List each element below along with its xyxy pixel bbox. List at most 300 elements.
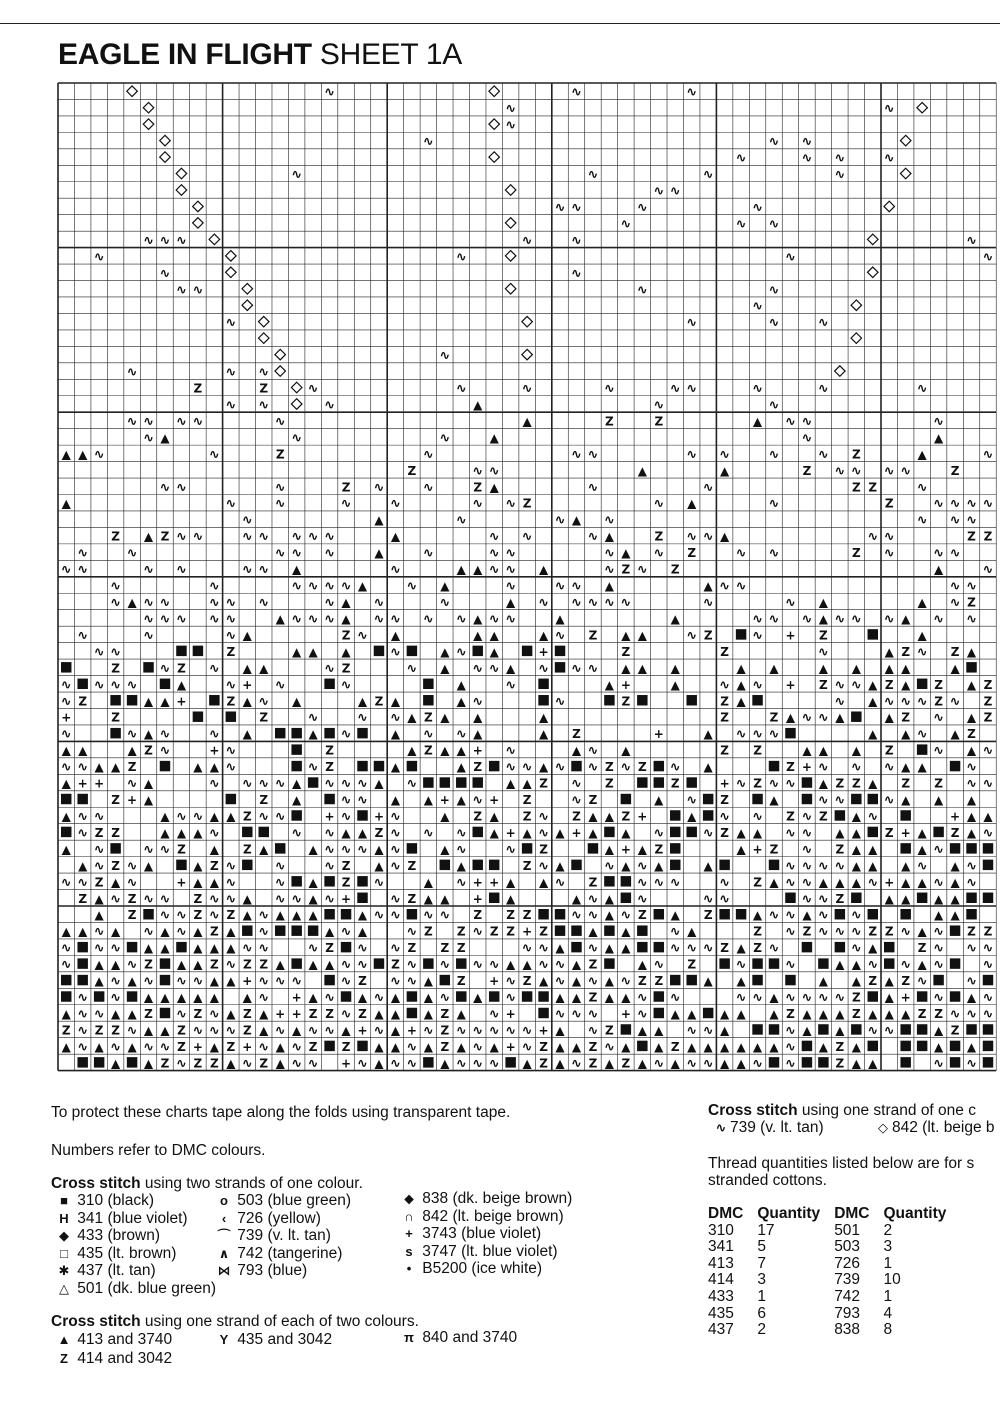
light-stitch-mark: ▲ [621, 924, 631, 939]
wave-stitch-mark: ∿ [274, 677, 286, 693]
light-stitch-mark: ▲ [538, 562, 549, 577]
wave-stitch-mark: ∿ [274, 546, 286, 562]
black-stitch-mark [374, 958, 384, 968]
wave-stitch-mark: ∿ [636, 1006, 648, 1022]
light-stitch-mark: ▲ [143, 727, 154, 742]
wave-stitch-mark: ∿ [521, 233, 533, 249]
black-stitch-mark [77, 975, 87, 985]
black-stitch-mark [77, 958, 87, 968]
wave-stitch-mark: ∿ [966, 776, 977, 792]
wave-stitch-mark: ∿ [702, 941, 714, 957]
wave-stitch-mark: ∿ [916, 694, 928, 710]
column-header: DMC [834, 1205, 870, 1222]
wave-stitch-mark: ∿ [933, 924, 945, 940]
black-stitch-mark [868, 629, 878, 639]
mid-stitch-mark: Z [539, 842, 548, 857]
wave-stitch-mark: ∿ [587, 743, 599, 759]
table-cell: 17 [757, 1221, 775, 1239]
black-stitch-mark [538, 1008, 548, 1018]
wave-stitch-mark: ∿ [159, 908, 171, 924]
wave-stitch-mark: ∿ [719, 875, 731, 891]
light-stitch-mark: ▲ [966, 644, 977, 659]
mid-stitch-mark: Z [522, 496, 532, 511]
light-stitch-mark: ▲ [242, 661, 252, 676]
mid-stitch-mark: Z [177, 1039, 186, 1054]
black-stitch-mark [950, 991, 960, 1001]
light-stitch-mark: ▲ [966, 1039, 977, 1054]
light-stitch-mark: ▲ [835, 875, 845, 890]
black-stitch-mark [291, 728, 301, 738]
mid-stitch-mark: Z [259, 1056, 269, 1071]
stitch-label: 838 (dk. beige brown) [418, 1190, 573, 1207]
mid-stitch-mark: Z [572, 809, 581, 824]
wave-stitch-mark: ∿ [291, 1056, 303, 1072]
wave-stitch-mark: ∿ [571, 908, 582, 924]
plus-stitch-mark: + [341, 1056, 352, 1071]
plus-stitch-mark: + [505, 1039, 516, 1054]
diamond-stitch-mark [209, 234, 220, 245]
black-stitch-mark [670, 975, 680, 985]
light-stitch-mark: ▲ [538, 628, 549, 643]
plus-stitch-mark: + [522, 924, 533, 939]
wave-stitch-mark: ∿ [488, 1056, 500, 1072]
light-stitch-mark: ▲ [506, 891, 516, 906]
wave-stitch-mark: ∿ [933, 842, 945, 858]
wave-stitch-mark: ∿ [982, 776, 994, 792]
wave-stitch-mark: ∿ [208, 776, 220, 792]
wave-stitch-mark: ∿ [291, 825, 303, 841]
black-stitch-mark [588, 843, 598, 853]
wave-stitch-mark: ∿ [274, 891, 286, 907]
mid-stitch-mark: Z [720, 644, 729, 659]
light-stitch-mark: ▲ [752, 1039, 763, 1054]
wave-stitch-mark: ∿ [785, 776, 796, 792]
wave-stitch-mark: ∿ [455, 825, 467, 841]
light-stitch-mark: ▲ [456, 760, 466, 775]
wave-stitch-mark: ∿ [406, 1056, 418, 1072]
wave-stitch-mark: ∿ [883, 463, 895, 479]
wave-stitch-mark: ∿ [982, 562, 994, 578]
one-strand-heading-bold: Cross stitch [708, 1102, 798, 1119]
light-stitch-mark: ▲ [917, 628, 927, 643]
wave-stitch-mark: ∿ [258, 908, 270, 924]
wave-stitch-mark: ∿ [324, 842, 336, 858]
wave-stitch-mark: ∿ [817, 644, 829, 660]
wave-stitch-mark: ∿ [916, 513, 928, 529]
table-cell: 838 [834, 1321, 861, 1339]
light-stitch-mark: ▲ [341, 595, 351, 610]
wave-stitch-mark: ∿ [340, 1006, 352, 1022]
light-stitch-mark: ▲ [604, 579, 615, 594]
wave-stitch-mark: ∿ [159, 266, 171, 282]
wave-stitch-mark: ∿ [143, 611, 154, 627]
wave-stitch-mark: ∿ [439, 908, 451, 924]
wave-stitch-mark: ∿ [159, 595, 171, 611]
wave-stitch-mark: ∿ [571, 595, 582, 611]
black-stitch-mark [851, 1024, 861, 1034]
wave-stitch-mark: ∿ [389, 644, 401, 660]
wave-stitch-mark: ∿ [241, 1056, 253, 1072]
wave-stitch-mark: ∿ [258, 694, 270, 710]
wave-stitch-mark: ∿ [785, 249, 796, 265]
wave-stitch-mark: ∿ [340, 677, 352, 693]
wave-stitch-mark: ∿ [225, 365, 237, 381]
black-stitch-mark [950, 1057, 960, 1067]
mid-stitch-mark: Z [835, 1039, 845, 1054]
light-stitch-mark: ▲ [604, 908, 615, 923]
light-stitch-mark: ▲ [292, 908, 302, 923]
black-stitch-mark [802, 942, 812, 952]
legend-item [215, 1210, 351, 1228]
light-stitch-mark: ▲ [506, 595, 516, 610]
diamond-stitch-mark [193, 201, 204, 212]
wave-stitch-mark: ∿ [357, 776, 368, 792]
black-stitch-mark [473, 777, 483, 787]
wave-stitch-mark: ∿ [241, 513, 253, 529]
wave-stitch-mark: ∿ [175, 1006, 187, 1022]
light-stitch-mark: ▲ [950, 727, 960, 742]
wave-stitch-mark: ∿ [702, 167, 714, 183]
light-stitch-mark: ▲ [61, 842, 71, 857]
wave-stitch-mark: ∿ [175, 974, 187, 990]
wave-stitch-mark: ∿ [883, 546, 895, 562]
light-stitch-mark: ▲ [538, 974, 549, 989]
wave-stitch-mark: ∿ [159, 842, 171, 858]
wave-stitch-mark: ∿ [488, 562, 500, 578]
black-stitch-mark [604, 876, 614, 886]
black-stitch-mark [752, 1024, 762, 1034]
wave-stitch-mark: ∿ [867, 809, 879, 825]
wave-stitch-mark: ∿ [143, 233, 154, 249]
wave-stitch-mark: ∿ [77, 562, 89, 578]
mid-stitch-mark: Z [226, 694, 236, 709]
black-stitch-mark [637, 925, 647, 935]
light-stitch-mark: ▲ [209, 1039, 219, 1054]
stitch-symbol: ∩ [404, 1208, 414, 1224]
column-header: Quantity [757, 1205, 821, 1222]
wave-stitch-mark: ∿ [966, 875, 977, 891]
stitch-label: 341 (blue violet) [73, 1209, 188, 1227]
wave-stitch-mark: ∿ [505, 1023, 517, 1039]
light-stitch-mark: ▲ [637, 661, 647, 676]
light-stitch-mark: ▲ [506, 875, 516, 890]
wave-stitch-mark: ∿ [817, 381, 829, 397]
black-stitch-mark [703, 1008, 713, 1018]
wave-stitch-mark: ∿ [307, 710, 319, 726]
wave-stitch-mark: ∿ [60, 677, 72, 693]
table-row [708, 1306, 960, 1323]
wave-stitch-mark: ∿ [801, 710, 813, 726]
wave-stitch-mark: ∿ [900, 694, 912, 710]
mid-stitch-mark: Z [637, 760, 647, 775]
mid-stitch-mark: Z [325, 941, 334, 956]
blend-symbol: π [404, 1330, 414, 1345]
light-stitch-mark: ▲ [308, 727, 318, 742]
light-stitch-mark: ▲ [374, 1006, 384, 1021]
wave-stitch-mark: ∿ [389, 941, 401, 957]
wave-stitch-mark: ∿ [389, 562, 401, 578]
wave-stitch-mark: ∿ [966, 941, 977, 957]
legend-blend-item [400, 1329, 517, 1347]
legend-one-strand-item [712, 1119, 824, 1137]
light-stitch-mark: ▲ [292, 562, 302, 577]
mid-stitch-mark: Z [950, 644, 960, 659]
wave-stitch-mark: ∿ [949, 496, 961, 512]
wave-stitch-mark: ∿ [620, 216, 632, 232]
diamond-stitch-mark [505, 251, 516, 262]
black-stitch-mark [966, 843, 976, 853]
mid-stitch-mark: Z [341, 628, 351, 643]
wave-stitch-mark: ∿ [307, 579, 319, 595]
light-stitch-mark: ▲ [473, 727, 483, 742]
black-stitch-mark [242, 827, 252, 837]
light-stitch-mark: ▲ [176, 957, 187, 972]
light-stitch-mark: ▲ [127, 974, 137, 989]
mid-stitch-mark: Z [654, 974, 664, 989]
light-stitch-mark: ▲ [933, 1039, 944, 1054]
mid-stitch-mark: Z [341, 661, 351, 676]
wave-stitch-mark: ∿ [636, 282, 648, 298]
mid-stitch-mark: Z [456, 974, 466, 989]
wave-stitch-mark: ∿ [357, 957, 368, 973]
wave-stitch-mark: ∿ [982, 743, 994, 759]
legend-item [55, 1245, 216, 1263]
wave-stitch-mark: ∿ [785, 1039, 796, 1055]
mid-stitch-mark: Z [901, 776, 911, 791]
wave-stitch-mark: ∿ [472, 793, 484, 809]
black-stitch-mark [440, 860, 450, 870]
wave-stitch-mark: ∿ [900, 957, 912, 973]
light-stitch-mark: ▲ [670, 1056, 680, 1071]
wave-stitch-mark: ∿ [291, 167, 303, 183]
wave-stitch-mark: ∿ [472, 1039, 484, 1055]
black-stitch-mark [242, 860, 252, 870]
wave-stitch-mark: ∿ [126, 727, 138, 743]
light-stitch-mark: ▲ [94, 891, 104, 906]
black-stitch-mark [966, 662, 976, 672]
diamond-stitch-mark [522, 316, 533, 327]
wave-stitch-mark: ∿ [768, 611, 780, 627]
mid-stitch-mark: Z [522, 809, 532, 824]
light-stitch-mark: ▲ [966, 809, 977, 824]
wave-stitch-mark: ∿ [357, 941, 368, 957]
wave-stitch-mark: ∿ [966, 1006, 977, 1022]
wave-stitch-mark: ∿ [307, 611, 319, 627]
mid-stitch-mark: Z [423, 743, 433, 758]
light-stitch-mark: ▲ [61, 447, 71, 462]
mid-stitch-mark: Z [851, 990, 861, 1005]
wave-stitch-mark: ∿ [126, 858, 138, 874]
light-stitch-mark: ▲ [61, 924, 71, 939]
wave-stitch-mark: ∿ [933, 957, 945, 973]
legend-blend-heading-bold: Cross stitch [51, 1313, 141, 1330]
light-stitch-mark: ▲ [571, 743, 582, 758]
wave-stitch-mark: ∿ [455, 727, 467, 743]
table-cell: 742 [834, 1287, 861, 1305]
wave-stitch-mark: ∿ [241, 776, 253, 792]
wave-stitch-mark: ∿ [110, 644, 122, 660]
wave-stitch-mark: ∿ [472, 496, 484, 512]
black-stitch-mark [324, 728, 334, 738]
wave-stitch-mark: ∿ [636, 200, 648, 216]
light-stitch-mark: ▲ [489, 809, 499, 824]
light-stitch-mark: ▲ [473, 990, 483, 1005]
black-stitch-mark [769, 1057, 779, 1067]
mid-stitch-mark: Z [144, 743, 153, 758]
wave-stitch-mark: ∿ [472, 463, 484, 479]
plus-stitch-mark: + [950, 809, 961, 824]
light-stitch-mark: ▲ [160, 941, 170, 956]
wave-stitch-mark: ∿ [571, 200, 582, 216]
light-stitch-mark: ▲ [456, 858, 466, 873]
light-stitch-mark: ▲ [374, 776, 384, 791]
light-stitch-mark: ▲ [851, 1056, 861, 1071]
black-stitch-mark [950, 761, 960, 771]
black-stitch-mark [802, 794, 812, 804]
wave-stitch-mark: ∿ [653, 1056, 665, 1072]
wave-stitch-mark: ∿ [867, 1023, 879, 1039]
wave-stitch-mark: ∿ [258, 1039, 270, 1055]
light-stitch-mark: ▲ [374, 1056, 384, 1071]
black-stitch-mark [522, 991, 532, 1001]
black-stitch-mark [374, 646, 384, 656]
black-stitch-mark [324, 794, 334, 804]
diamond-stitch-mark [900, 135, 911, 146]
light-stitch-mark: ▲ [637, 957, 647, 972]
black-stitch-mark [324, 975, 334, 985]
mid-stitch-mark: Z [506, 908, 516, 923]
black-stitch-mark [637, 942, 647, 952]
legend-item [400, 1243, 572, 1261]
black-stitch-mark [868, 794, 878, 804]
light-stitch-mark: ▲ [440, 743, 450, 758]
wave-stitch-mark: ∿ [603, 595, 615, 611]
black-stitch-mark [950, 925, 960, 935]
wave-stitch-mark: ∿ [389, 858, 401, 874]
light-stitch-mark: ▲ [176, 990, 187, 1005]
light-stitch-mark: ▲ [901, 661, 911, 676]
wave-stitch-mark: ∿ [669, 875, 681, 891]
mid-stitch-mark: Z [703, 628, 713, 643]
table-row [708, 1256, 960, 1273]
light-stitch-mark: ▲ [324, 924, 335, 939]
wave-stitch-mark: ∿ [554, 974, 566, 990]
light-stitch-mark: ▲ [571, 990, 582, 1005]
black-stitch-mark [983, 1057, 993, 1067]
wave-stitch-mark: ∿ [505, 990, 517, 1006]
mid-stitch-mark: Z [259, 381, 269, 396]
mid-stitch-mark: Z [473, 760, 483, 775]
wave-stitch-mark: ∿ [521, 529, 533, 545]
light-stitch-mark: ▲ [604, 891, 615, 906]
black-stitch-mark [275, 728, 285, 738]
mid-stitch-mark: Z [934, 776, 943, 791]
wave-stitch-mark: ∿ [192, 809, 204, 825]
plus-stitch-mark: + [653, 727, 664, 742]
wave-stitch-mark: ∿ [620, 595, 632, 611]
stitch-label: B5200 (ice white) [418, 1260, 543, 1277]
wave-stitch-mark: ∿ [389, 809, 401, 825]
black-stitch-mark [522, 843, 532, 853]
light-stitch-mark: ▲ [621, 546, 631, 561]
plus-stitch-mark: + [341, 891, 352, 906]
black-stitch-mark [719, 958, 729, 968]
mid-stitch-mark: Z [61, 1023, 71, 1038]
light-stitch-mark: ▲ [160, 825, 170, 840]
light-stitch-mark: ▲ [94, 760, 104, 775]
wave-stitch-mark: ∿ [603, 546, 615, 562]
wave-stitch-mark: ∿ [110, 677, 122, 693]
black-stitch-mark [489, 893, 499, 903]
wave-stitch-mark: ∿ [208, 908, 220, 924]
wave-stitch-mark: ∿ [422, 611, 434, 627]
plus-stitch-mark: + [637, 809, 648, 824]
mid-stitch-mark: Z [94, 875, 104, 890]
light-stitch-mark: ▲ [687, 496, 697, 511]
black-stitch-mark [769, 860, 779, 870]
black-stitch-mark [226, 794, 236, 804]
wave-stitch-mark: ∿ [916, 974, 928, 990]
wave-stitch-mark: ∿ [817, 315, 829, 331]
table-cell: 7 [757, 1254, 766, 1272]
wave-stitch-mark: ∿ [505, 842, 517, 858]
mid-stitch-mark: Z [835, 891, 845, 906]
black-stitch-mark [407, 843, 417, 853]
light-stitch-mark: ▲ [143, 529, 154, 544]
wave-stitch-mark: ∿ [324, 611, 336, 627]
wave-stitch-mark: ∿ [455, 644, 467, 660]
table-cell: 4 [883, 1304, 893, 1322]
black-stitch-mark [324, 876, 334, 886]
wave-stitch-mark: ∿ [324, 1023, 336, 1039]
plus-stitch-mark: + [472, 875, 483, 890]
light-stitch-mark: ▲ [884, 644, 894, 659]
wave-stitch-mark: ∿ [554, 579, 566, 595]
wave-stitch-mark: ∿ [77, 825, 89, 841]
mid-stitch-mark: Z [753, 941, 762, 956]
plus-stitch-mark: + [785, 677, 796, 692]
light-stitch-mark: ▲ [736, 694, 746, 709]
wave-stitch-mark: ∿ [571, 793, 582, 809]
wave-stitch-mark: ∿ [817, 990, 829, 1006]
light-stitch-mark: ▲ [621, 628, 631, 643]
wave-stitch-mark: ∿ [735, 579, 747, 595]
wave-stitch-mark: ∿ [603, 562, 615, 578]
light-stitch-mark: ▲ [259, 842, 269, 857]
wave-stitch-mark: ∿ [719, 677, 731, 693]
black-stitch-mark [966, 893, 976, 903]
wave-stitch-mark: ∿ [686, 381, 698, 397]
wave-stitch-mark: ∿ [225, 957, 237, 973]
mid-stitch-mark: Z [621, 644, 631, 659]
wave-stitch-mark: ∿ [472, 661, 484, 677]
light-stitch-mark: ▲ [440, 661, 450, 676]
wave-stitch-mark: ∿ [307, 941, 319, 957]
wave-stitch-mark: ∿ [340, 579, 352, 595]
wave-stitch-mark: ∿ [817, 710, 829, 726]
wave-stitch-mark: ∿ [949, 595, 961, 611]
stitch-label: 742 (tangerine) [233, 1244, 343, 1262]
wave-stitch-mark: ∿ [488, 463, 500, 479]
diamond-stitch-mark [193, 218, 204, 229]
light-stitch-mark: ▲ [555, 611, 565, 626]
mid-stitch-mark: Z [588, 875, 598, 890]
wave-stitch-mark: ∿ [752, 1056, 764, 1072]
black-stitch-mark [456, 958, 466, 968]
black-stitch-mark [785, 728, 795, 738]
plus-stitch-mark: + [785, 628, 796, 643]
wave-stitch-mark: ∿ [867, 957, 879, 973]
